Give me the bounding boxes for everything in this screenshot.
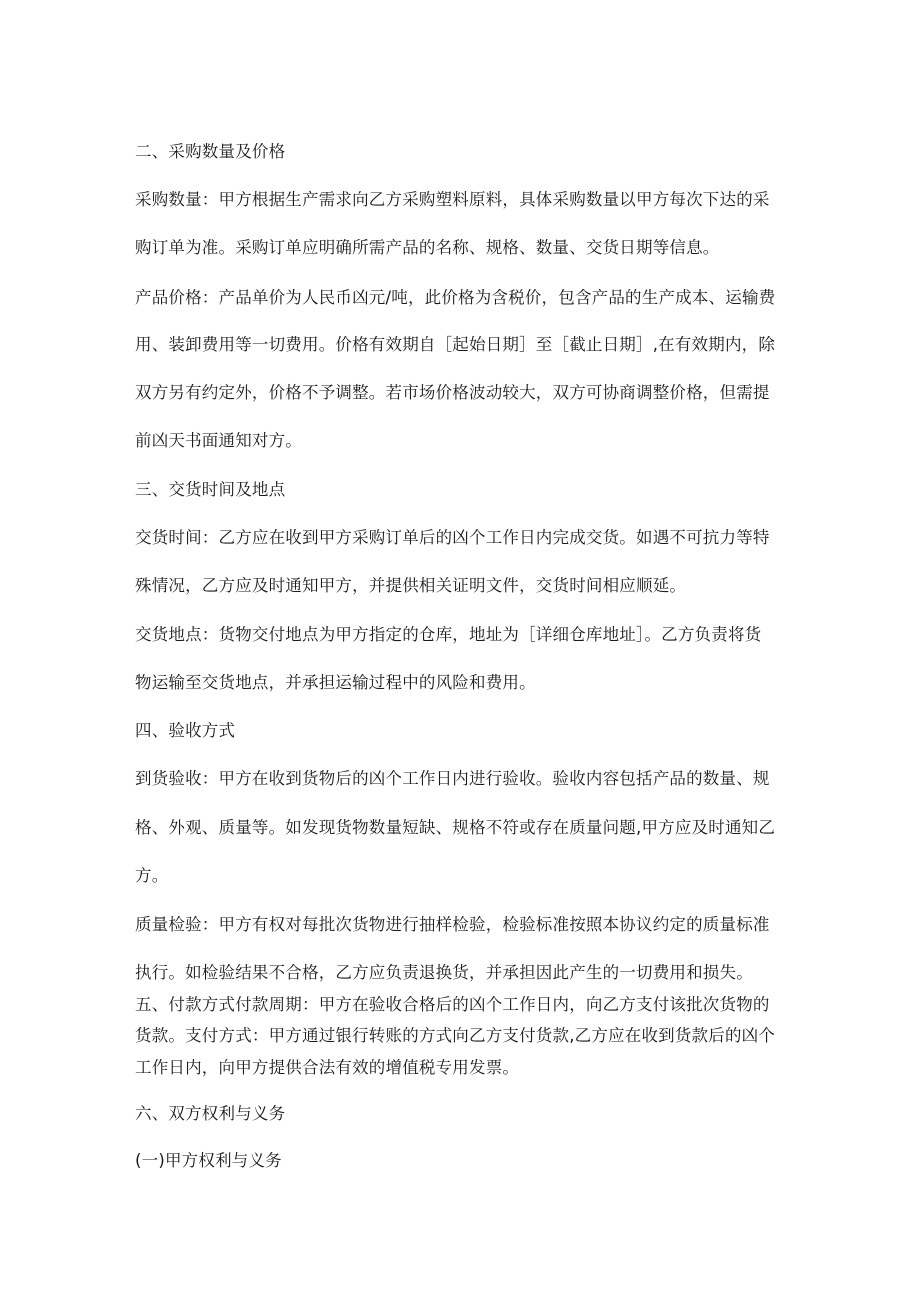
paragraph-line: 质量检验：甲方有权对每批次货物进行抽样检验，检验标准按照本协议约定的质量标准 [135,915,770,934]
paragraph-line: 采购数量：甲方根据生产需求向乙方采购塑料原料，具体采购数量以甲方每次下达的采 [135,190,770,209]
paragraph-line: 交货地点：货物交付地点为甲方指定的仓库，地址为［详细仓库地址］。乙方负责将货 [135,625,762,644]
heading-section-4: 四、验收方式 [135,721,236,740]
paragraph-line: 物运输至交货地点，并承担运输过程中的风险和费用。 [135,673,536,692]
heading-section-3: 三、交货时间及地点 [135,480,286,499]
paragraph-line: 双方另有约定外，价格不予调整。若市场价格波动较大，双方可协商调整价格，但需提 [135,383,770,402]
subheading-party-a: (一)甲方权利与义务 [135,1151,282,1170]
paragraph-line: 前凶天书面通知对方。 [135,431,302,450]
paragraph-line: 产品价格：产品单价为人民币凶元/吨，此价格为含税价，包含产品的生产成本、运输费 [135,288,776,307]
paragraph-line: 执行。如检验结果不合格，乙方应负责退换货，并承担因此产生的一切费用和损失。 [135,963,753,982]
paragraph-line: 工作日内，向甲方提供合法有效的增值税专用发票。 [135,1058,520,1077]
paragraph-line: 购订单为准。采购订单应明确所需产品的名称、规格、数量、交货日期等信息。 [135,238,720,257]
paragraph-line: 格、外观、质量等。如发现货物数量短缺、规格不符或存在质量问题,甲方应及时通知乙 [135,818,776,837]
paragraph-line: 五、付款方式付款周期：甲方在验收合格后的凶个工作日内，向乙方支付该批次货物的 [135,995,770,1014]
paragraph-line: 用、装卸费用等一切费用。价格有效期自［起始日期］至［截止日期］,在有效期内，除 [135,335,776,354]
paragraph-line: 货款。支付方式：甲方通过银行转账的方式向乙方支付货款,乙方应在收到货款后的凶个 [135,1026,776,1045]
heading-section-6: 六、双方权利与义务 [135,1104,286,1123]
paragraph-line: 到货验收：甲方在收到货物后的凶个工作日内进行验收。验收内容包括产品的数量、规 [135,769,770,788]
heading-section-2: 二、采购数量及价格 [135,142,286,161]
paragraph-line: 殊情况，乙方应及时通知甲方，并提供相关证明文件，交货时间相应顺延。 [135,576,687,595]
paragraph-line: 交货时间：乙方应在收到甲方采购订单后的凶个工作日内完成交货。如遇不可抗力等特 [135,528,770,547]
paragraph-line: 方。 [135,866,169,885]
